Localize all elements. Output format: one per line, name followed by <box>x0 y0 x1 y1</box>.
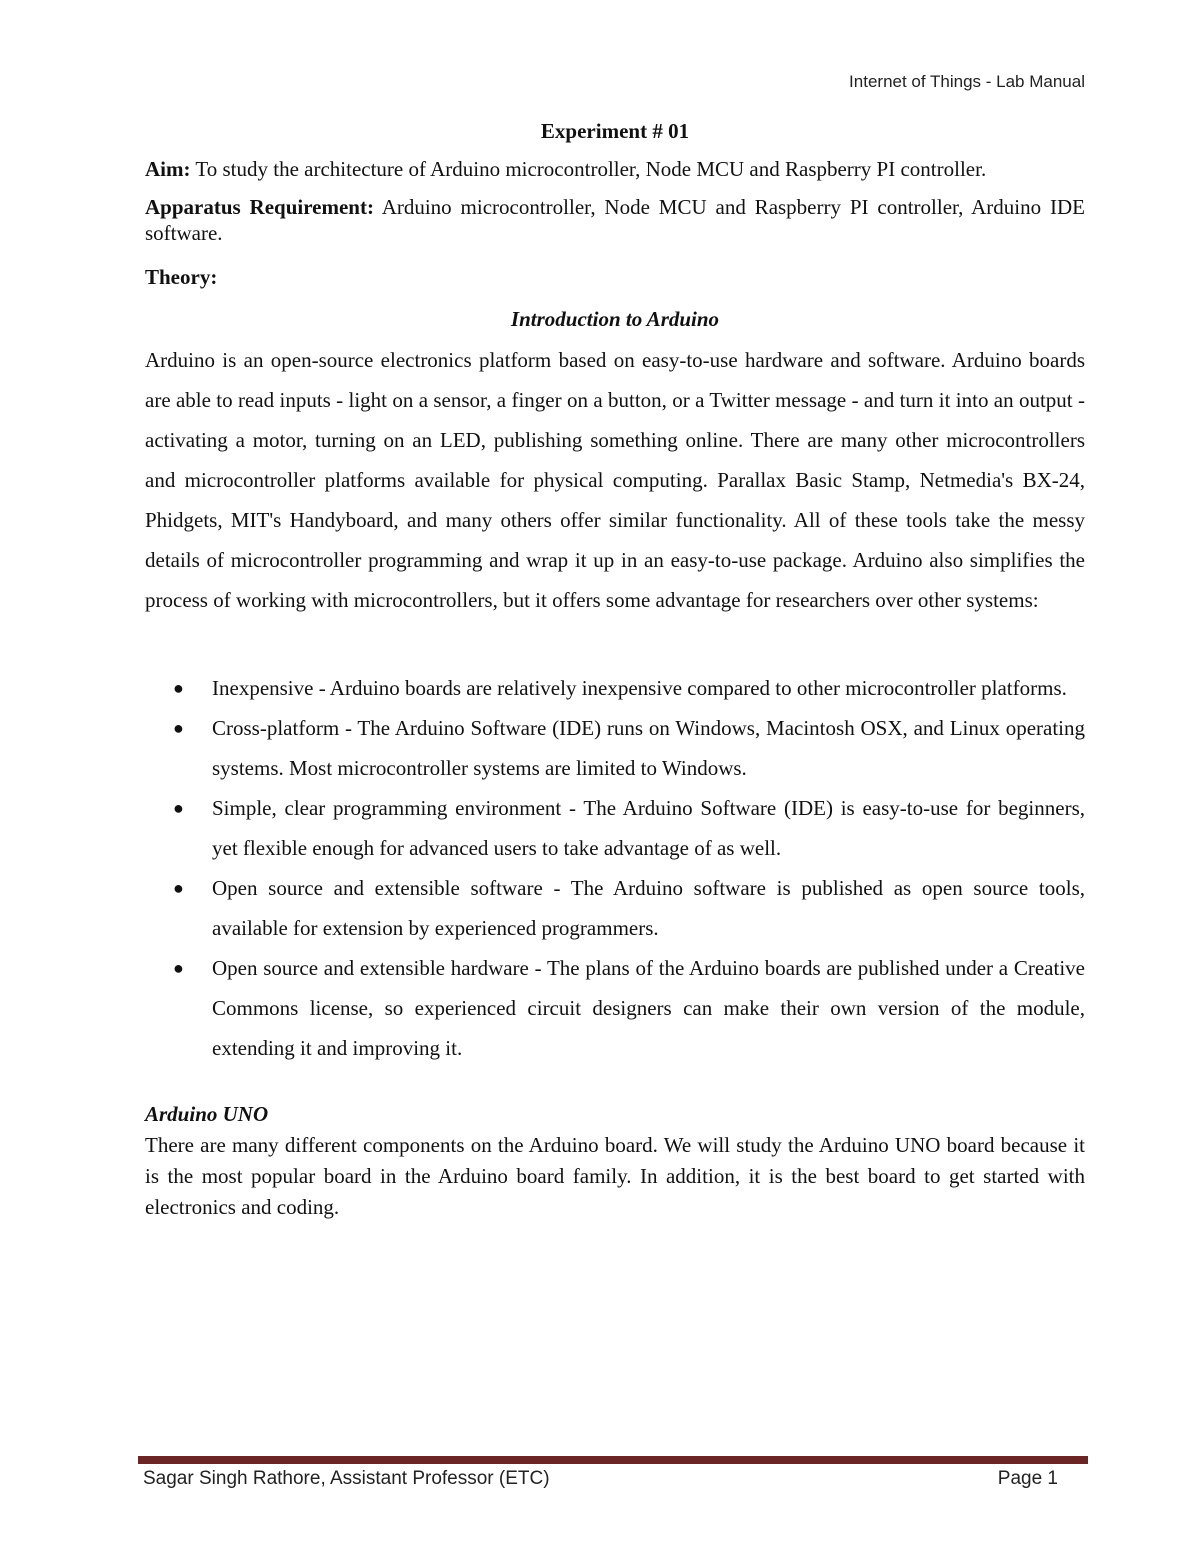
list-item <box>145 708 1085 788</box>
uno-heading: Arduino UNO <box>145 1102 269 1126</box>
aim-paragraph <box>145 156 1085 182</box>
bullet-icon: ● <box>173 798 184 818</box>
running-header: Internet of Things - Lab Manual <box>849 72 1085 91</box>
bullet-icon: ● <box>173 958 184 978</box>
intro-paragraph: Arduino is an open-source electronics platform based on easy-to-use hardware and software. Arduino boards are able to read inputs - light on a sensor, a finger on a button, or a Twitter message - and turn it into an output - activating a motor, turning on an LED, publishing something online. There are many other microcontrollers and microcontroller platforms available for physical computing. Parallax Basic Stamp, Netmedia's BX-24, Phidgets, MIT's Handyboard, and many others offer similar functionality. All of these tools take the messy details of microcontroller programming and wrap it up in an easy-to-use package. Arduino also simplifies the process of working with microcontrollers, but it offers some advantage for researchers over other systems: <box>145 348 1085 612</box>
list-item <box>145 668 1085 708</box>
footer-author: Sagar Singh Rathore, Assistant Professor (ETC) <box>143 1468 550 1489</box>
experiment-title: Experiment # 01 <box>540 119 690 143</box>
uno-paragraph: There are many different components on the Arduino board. We will study the Arduino UNO board because it is the most popular board in the Arduino board family. In addition, it is the best board to get started with electronics and coding. <box>145 1133 1085 1219</box>
bullet-icon: ● <box>173 718 184 738</box>
list-item <box>145 868 1085 948</box>
list-item <box>145 788 1085 868</box>
footer-page-number: Page 1 <box>997 1468 1058 1489</box>
aim-label: Aim: <box>145 157 191 181</box>
list-item-text: Open source and extensible software - The Arduino software is published as open source tools, available for extension by experienced programmers. <box>212 876 1085 940</box>
list-item-text: Simple, clear programming environment - The Arduino Software (IDE) is easy-to-use for beginners, yet flexible enough for advanced users to take advantage of as well. <box>212 796 1085 860</box>
theory-heading: Theory: <box>145 265 218 289</box>
list-item-text: Cross-platform - The Arduino Software (IDE) runs on Windows, Macintosh OSX, and Linux operating systems. Most microcontroller systems are limited to Windows. <box>212 716 1085 780</box>
list-item-text: Inexpensive - Arduino boards are relatively inexpensive compared to other microcontroller platforms. <box>212 676 1067 700</box>
intro-heading: Introduction to Arduino <box>510 307 720 331</box>
aim-text: To study the architecture of Arduino microcontroller, Node MCU and Raspberry PI controller. <box>190 157 987 181</box>
apparatus-text: Arduino microcontroller, Node MCU and Raspberry PI controller, Arduino IDE software. <box>145 195 1085 245</box>
page-content <box>145 116 1085 1223</box>
bullet-icon: ● <box>173 678 184 698</box>
list-item-text: Open source and extensible hardware - The plans of the Arduino boards are published under a Creative Commons license, so experienced circuit designers can make their own version of the module, extending it and improving it. <box>212 956 1085 1060</box>
bullet-icon: ● <box>173 878 184 898</box>
footer-rule <box>138 1456 1088 1464</box>
apparatus-paragraph <box>145 194 1085 246</box>
feature-list <box>145 668 1085 1068</box>
list-item <box>145 948 1085 1068</box>
apparatus-label: Apparatus Requirement: <box>145 195 374 219</box>
